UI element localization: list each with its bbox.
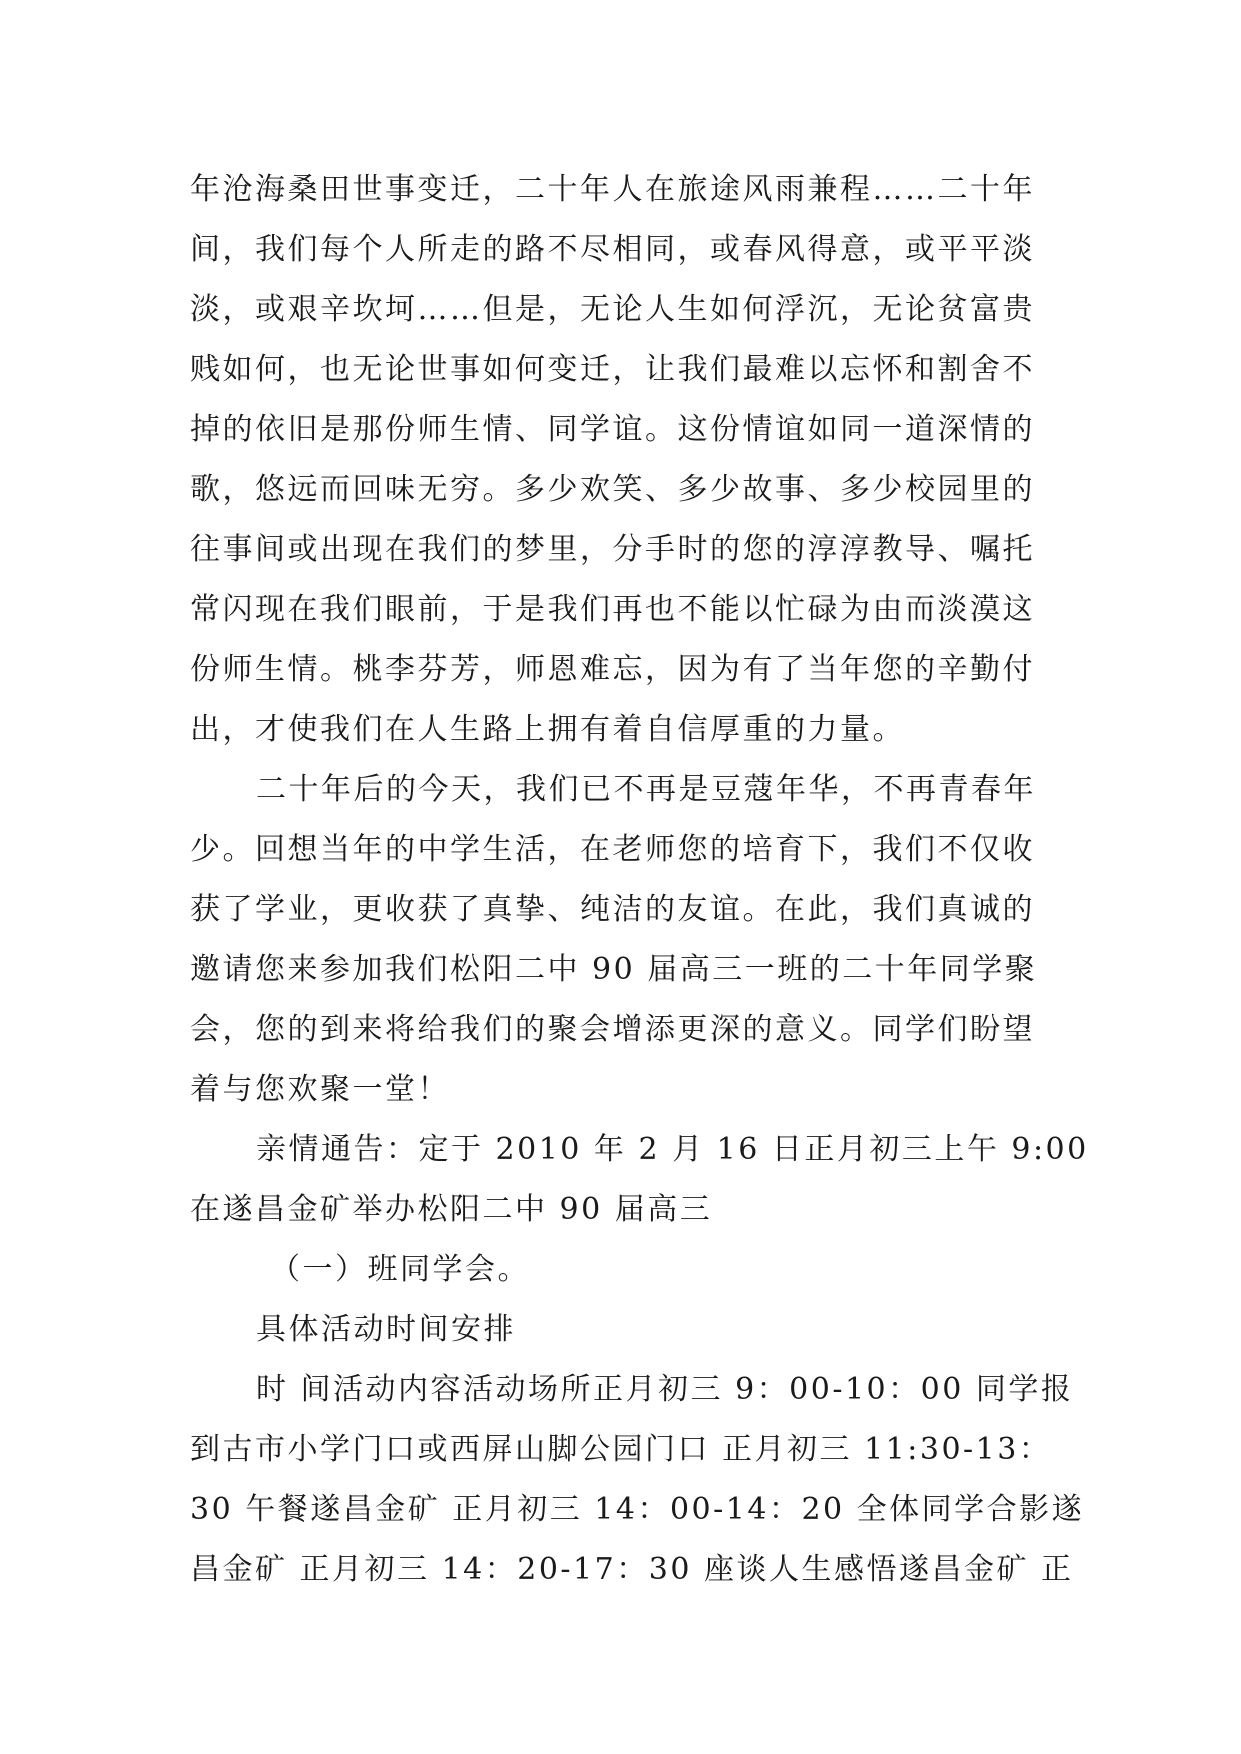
text-line: 获了学业，更收获了真挚、纯洁的友谊。在此，我们真诚的 — [190, 892, 1035, 927]
paragraph-start-line: 亲情通告：定于 2010 年 2 月 16 日正月初三上午 9:00 — [256, 1132, 1089, 1167]
text-line: 到古市小学门口或西屏山脚公园门口 正月初三 11:30-13： — [190, 1432, 1052, 1467]
text-line: 份师生情。桃李芬芳，师恩难忘，因为有了当年您的辛勤付 — [190, 652, 1035, 687]
text-line: 邀请您来参加我们松阳二中 90 届高三一班的二十年同学聚 — [190, 952, 1038, 987]
text-line: 淡，或艰辛坎坷……但是，无论人生如何浮沉，无论贫富贵 — [190, 292, 1035, 327]
paragraph-start-line: 时 间活动内容活动场所正月初三 9：00-10：00 同学报 — [256, 1372, 1074, 1407]
text-line: 掉的依旧是那份师生情、同学谊。这份情谊如同一道深情的 — [190, 412, 1035, 447]
text-line: 常闪现在我们眼前，于是我们再也不能以忙碌为由而淡漠这 — [190, 592, 1035, 627]
text-line: 歌，悠远而回味无穷。多少欢笑、多少故事、多少校园里的 — [190, 472, 1035, 507]
text-line: 着与您欢聚一堂！ — [190, 1072, 450, 1107]
text-line: 出，才使我们在人生路上拥有着自信厚重的力量。 — [190, 712, 905, 747]
paragraph-start-line: 具体活动时间安排 — [256, 1312, 516, 1347]
text-line: 少。回想当年的中学生活，在老师您的培育下，我们不仅收 — [190, 832, 1035, 867]
text-line: 会，您的到来将给我们的聚会增添更深的意义。同学们盼望 — [190, 1012, 1035, 1047]
text-line: 年沧海桑田世事变迁，二十年人在旅途风雨兼程……二十年 — [190, 172, 1035, 207]
document-body — [190, 160, 1089, 1600]
text-line: 30 午餐遂昌金矿 正月初三 14：00-14：20 全体同学合影遂 — [190, 1492, 1085, 1527]
text-line: 间，我们每个人所走的路不尽相同，或春风得意，或平平淡 — [190, 232, 1035, 267]
paragraph-start-line: （一）班同学会。 — [270, 1252, 530, 1287]
paragraph-start-line: 二十年后的今天，我们已不再是豆蔻年华，不再青春年 — [256, 772, 1036, 807]
text-line: 贱如何，也无论世事如何变迁，让我们最难以忘怀和割舍不 — [190, 352, 1035, 387]
text-line: 在遂昌金矿举办松阳二中 90 届高三 — [190, 1192, 713, 1227]
text-line: 往事间或出现在我们的梦里，分手时的您的淳淳教导、嘱托 — [190, 532, 1035, 567]
text-line: 昌金矿 正月初三 14：20-17：30 座谈人生感悟遂昌金矿 正 — [190, 1552, 1074, 1587]
